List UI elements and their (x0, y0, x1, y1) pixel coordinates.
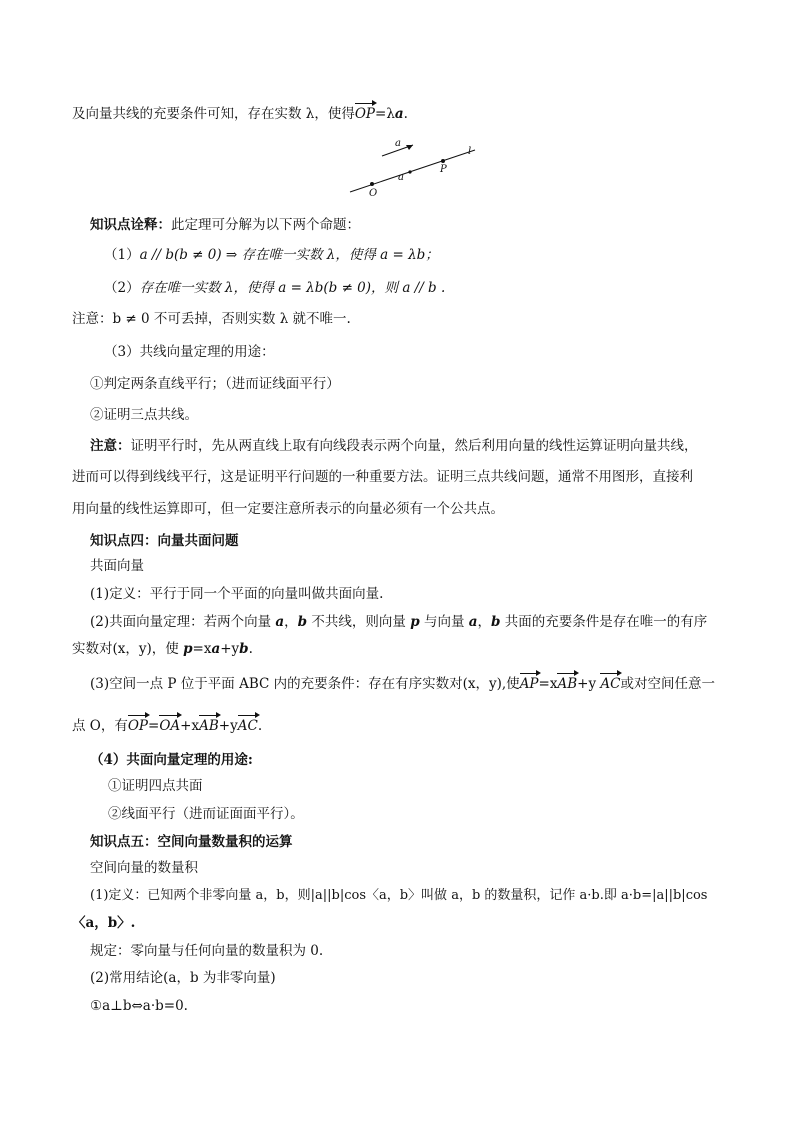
coplanar-theorem-line-1: (2)共面向量定理：若两个向量 a，b 不共线，则向量 p 与向量 a，b 共面的充要条件是存在唯一的有序 (90, 614, 708, 630)
note-heading: 知识点诠释：此定理可分解为以下两个命题： (90, 217, 360, 233)
usage-1: ①判定两条直线平行；（进而证线面平行） (90, 376, 340, 392)
usage-2: ②证明三点共线。 (90, 407, 198, 423)
coplanar-usage-heading: （4）共面向量定理的用途: (90, 752, 253, 768)
usage-heading: （3）共线向量定理的用途： (104, 344, 275, 360)
attention-line-1: 注意：证明平行时，先从两直线上取有向线段表示两个向量，然后利用向量的线性运算证明向量共线， (90, 438, 698, 454)
section-4-title: 知识点四：向量共面问题 (90, 533, 239, 549)
section-4-subtitle: 共面向量 (90, 558, 144, 574)
attention-line-2: 进而可以得到线线平行，这是证明平行问题的一种重要方法。证明三点共线问题，通常不用图形，直接利 (72, 469, 693, 485)
coplanar-usage-1: ①证明四点共面 (108, 778, 203, 794)
conclusion-1: ①a⊥b⇔a·b=0. (90, 998, 188, 1014)
label-a-bottom: a (398, 172, 404, 183)
intro-line: 及向量共线的充要条件可知，存在实数 λ，使得OP=λa. (72, 106, 408, 122)
label-P: P (440, 164, 447, 175)
point-P (441, 159, 445, 163)
section-5-subtitle: 空间向量的数量积 (90, 860, 198, 876)
point-in-plane-line-2: 点 O，有OP=OA+xAB+yAC. (72, 718, 263, 734)
zero-vector-rule: 规定：零向量与任何向量的数量积为 0. (90, 943, 324, 959)
label-O: O (369, 188, 378, 199)
section-5-title: 知识点五：空间向量数量积的运算 (90, 834, 293, 850)
point-O (370, 182, 374, 186)
line-l (350, 150, 475, 192)
point-mid (408, 170, 411, 173)
collinear-figure (340, 136, 490, 202)
point-in-plane-line-1: (3)空间一点 P 位于平面 ABC 内的充要条件：存在有序实数对(x，y),使AP=xAB+y AC或对空间任意一 (90, 676, 715, 692)
common-conclusions-heading: (2)常用结论(a，b 为非零向量) (90, 970, 276, 986)
vector-op: OP (354, 106, 376, 122)
proposition-1: （1）a // b(b ≠ 0) ⇒ 存在唯一实数 λ，使得 a = λb； (104, 247, 439, 263)
attention-note: 注意：b ≠ 0 不可丢掉，否则实数 λ 就不唯一. (72, 311, 351, 327)
label-a-top: a (395, 138, 401, 149)
coplanar-definition: (1)定义：平行于同一个平面的向量叫做共面向量. (90, 586, 384, 602)
dot-product-definition-2: 〈a，b〉. (72, 915, 136, 931)
label-l: l (468, 146, 472, 157)
coplanar-usage-2: ②线面平行（进而证面面平行）。 (108, 806, 304, 822)
attention-line-3: 用向量的线性运算即可，但一定要注意所表示的向量必须有一个公共点。 (72, 501, 504, 517)
proposition-2: （2）存在唯一实数 λ，使得 a = λb(b ≠ 0)，则 a // b . (104, 280, 446, 296)
dot-product-definition-1: (1)定义：已知两个非零向量 a，b，则|a||b|cos〈a，b〉叫做 a，b 的数量积，记作 a·b.即 a·b=|a||b|cos (90, 888, 708, 903)
coplanar-theorem-line-2: 实数对(x，y)，使 p=xa+yb. (72, 641, 253, 657)
